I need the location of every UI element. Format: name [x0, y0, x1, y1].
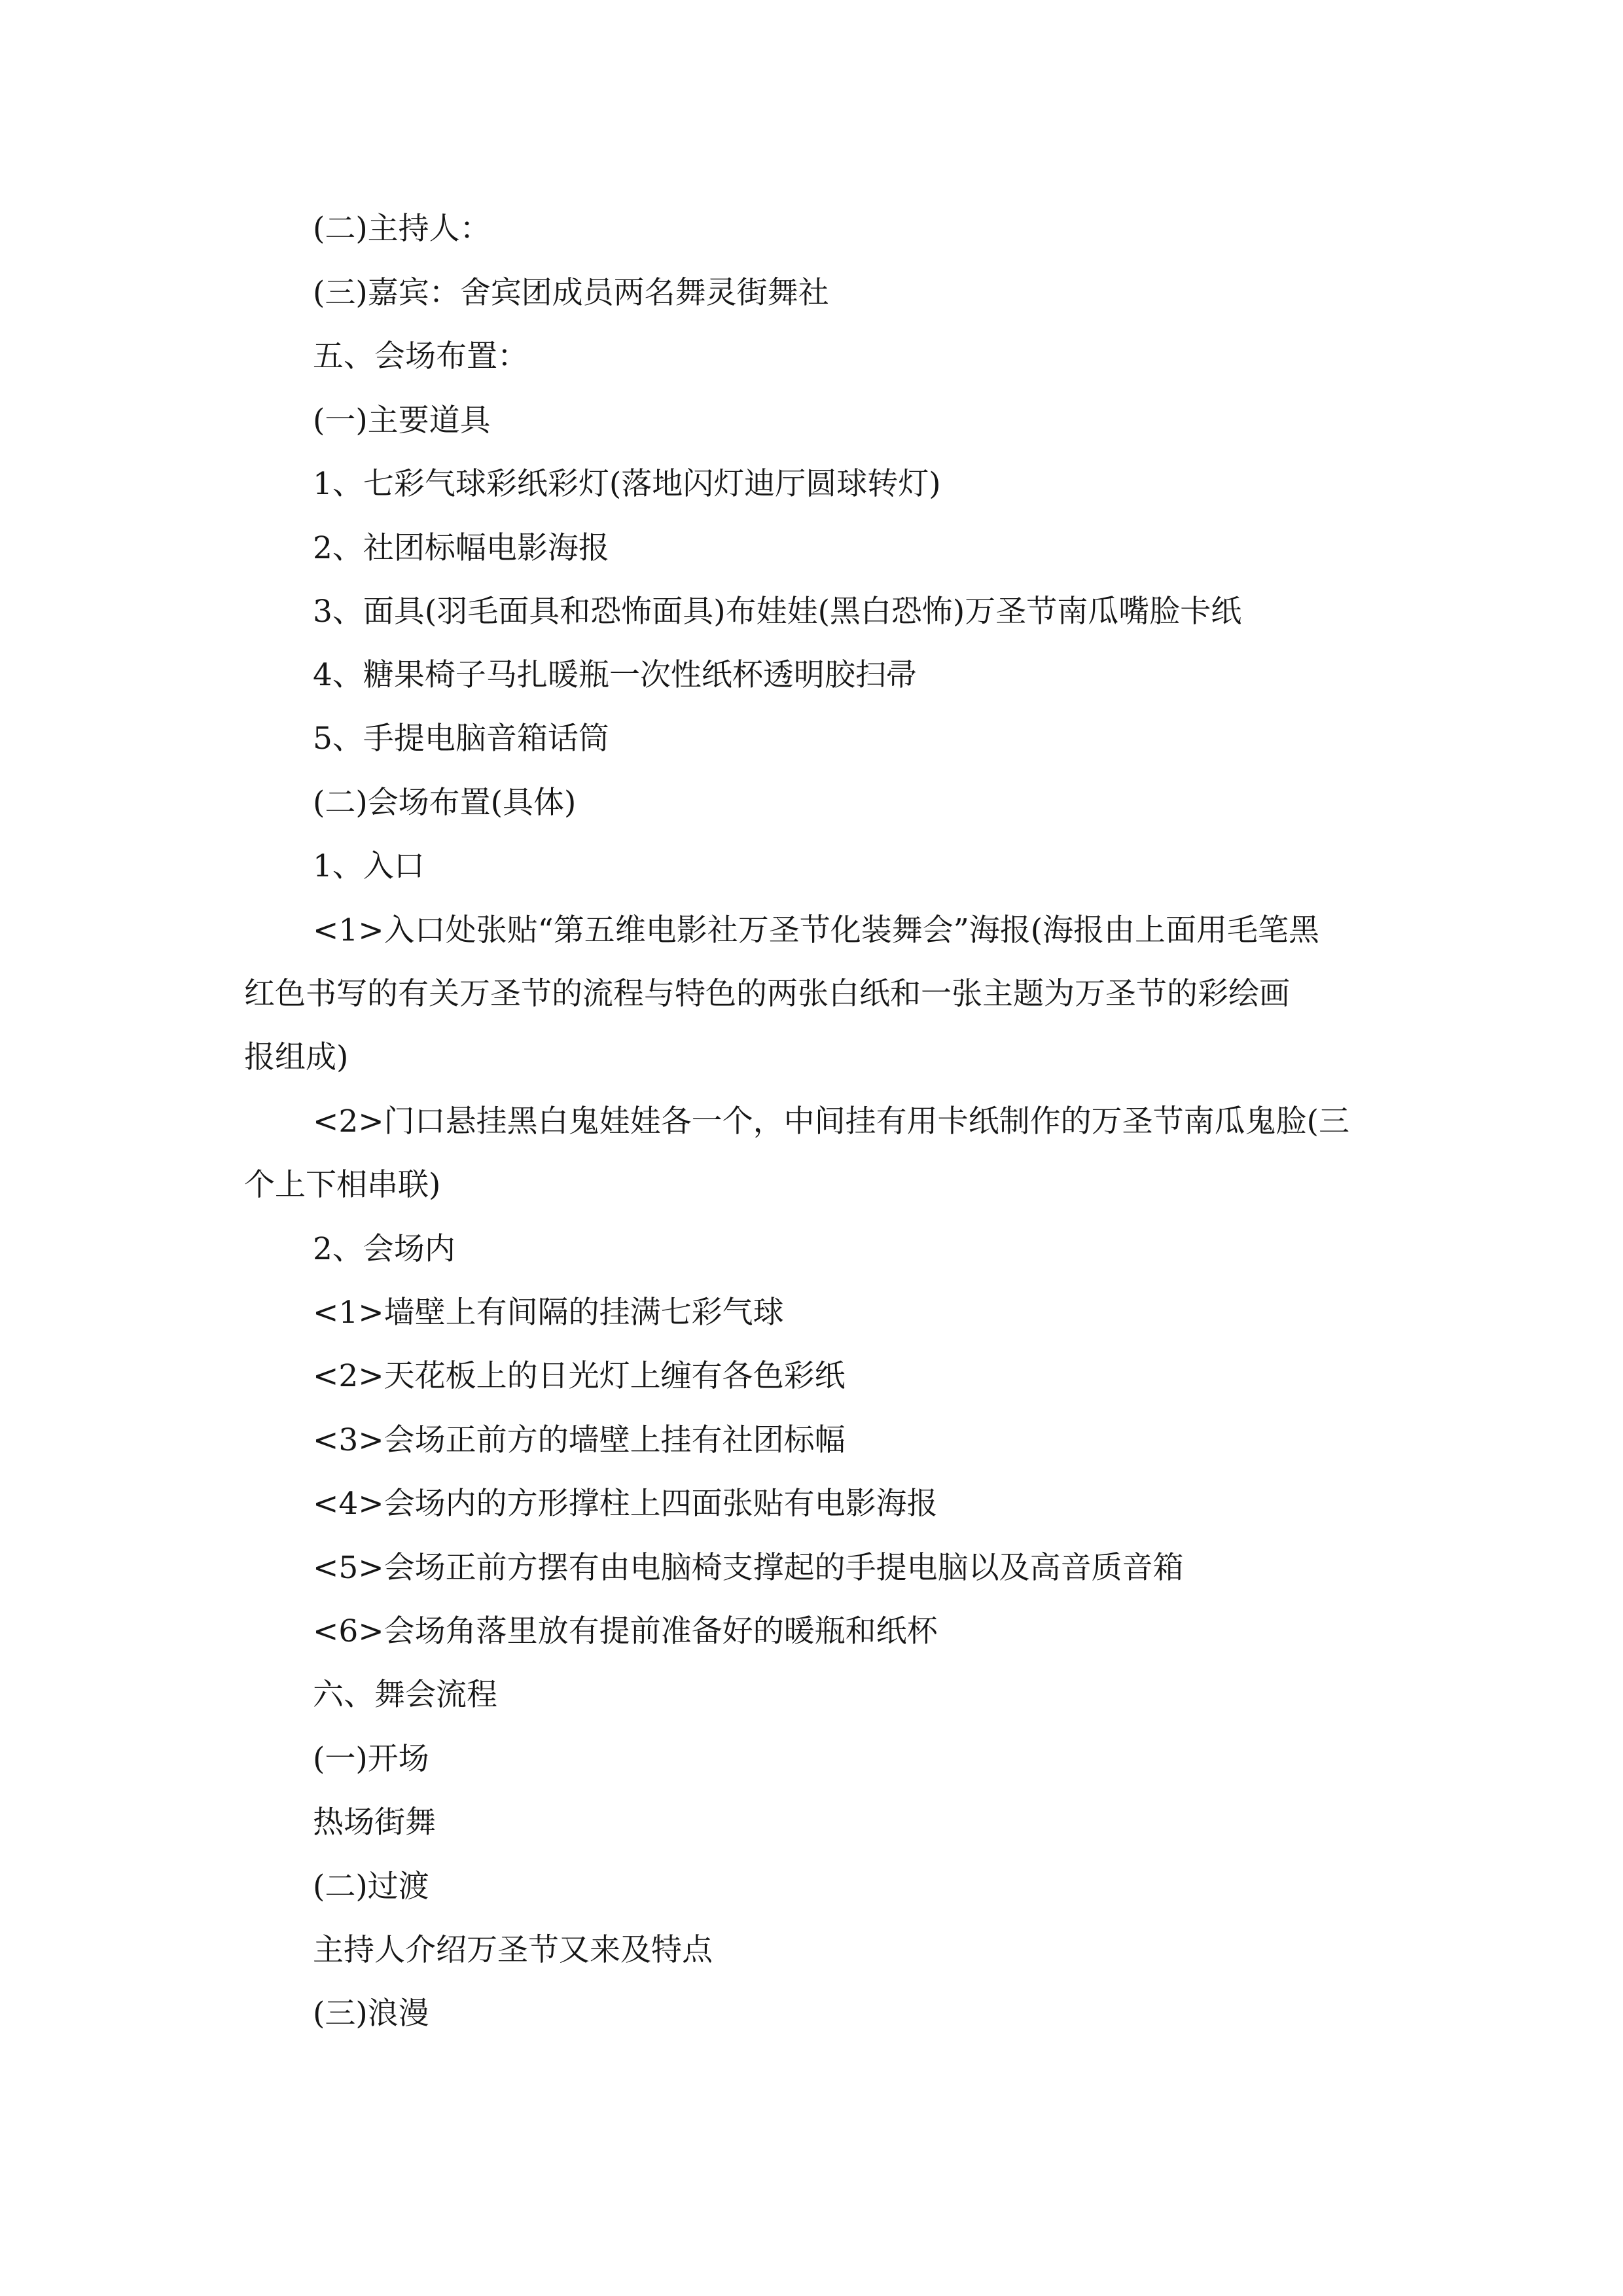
heading-venue-layout: 五、会场布置： [313, 338, 528, 374]
entrance-item-1-line-1: <1>入口处张贴“第五维电影社万圣节化装舞会”海报(海报由上面用毛笔黑 [313, 912, 1320, 948]
props-item-3: 3、面具(羽毛面具和恐怖面具)布娃娃(黑白恐怖)万圣节南瓜嘴脸卡纸 [313, 594, 1242, 630]
section-host: (二)主持人： [313, 211, 491, 247]
layout-entrance-heading: 1、入口 [313, 848, 425, 884]
interior-item-5: <5>会场正前方摆有由电脑椅支撑起的手提电脑以及高音质音箱 [313, 1550, 1184, 1586]
program-transition-heading: (二)过渡 [313, 1869, 429, 1905]
props-item-2: 2、社团标幅电影海报 [313, 530, 609, 566]
program-opening-detail: 热场街舞 [313, 1804, 436, 1840]
program-transition-detail: 主持人介绍万圣节又来及特点 [313, 1932, 713, 1968]
subheading-layout-detail: (二)会场布置(具体) [313, 785, 577, 821]
props-item-1: 1、七彩气球彩纸彩灯(落地闪灯迪厅圆球转灯) [313, 466, 941, 502]
entrance-item-2-line-2: 个上下相串联) [244, 1167, 441, 1203]
heading-dance-program: 六、舞会流程 [313, 1677, 497, 1713]
entrance-item-1-line-3: 报组成) [244, 1039, 349, 1075]
props-item-4: 4、糖果椅子马扎暖瓶一次性纸杯透明胶扫帚 [313, 657, 917, 693]
entrance-item-1-line-2: 红色书写的有关万圣节的流程与特色的两张白纸和一张主题为万圣节的彩绘画 [244, 976, 1290, 1012]
interior-item-3: <3>会场正前方的墙壁上挂有社团标幅 [313, 1422, 846, 1458]
interior-item-4: <4>会场内的方形撑柱上四面张贴有电影海报 [313, 1486, 938, 1522]
program-opening-heading: (一)开场 [313, 1741, 429, 1777]
props-item-5: 5、手提电脑音箱话筒 [313, 721, 609, 757]
section-guests: (三)嘉宾：舍宾团成员两名舞灵街舞社 [313, 275, 829, 311]
interior-item-6: <6>会场角落里放有提前准备好的暖瓶和纸杯 [313, 1613, 938, 1649]
program-romance-heading: (三)浪漫 [313, 1996, 429, 2032]
entrance-item-2-line-1: <2>门口悬挂黑白鬼娃娃各一个，中间挂有用卡纸制作的万圣节南瓜鬼脸(三 [313, 1103, 1349, 1139]
interior-item-1: <1>墙壁上有间隔的挂满七彩气球 [313, 1295, 784, 1331]
layout-interior-heading: 2、会场内 [313, 1231, 455, 1267]
subheading-main-props: (一)主要道具 [313, 403, 491, 439]
interior-item-2: <2>天花板上的日光灯上缠有各色彩纸 [313, 1358, 846, 1394]
